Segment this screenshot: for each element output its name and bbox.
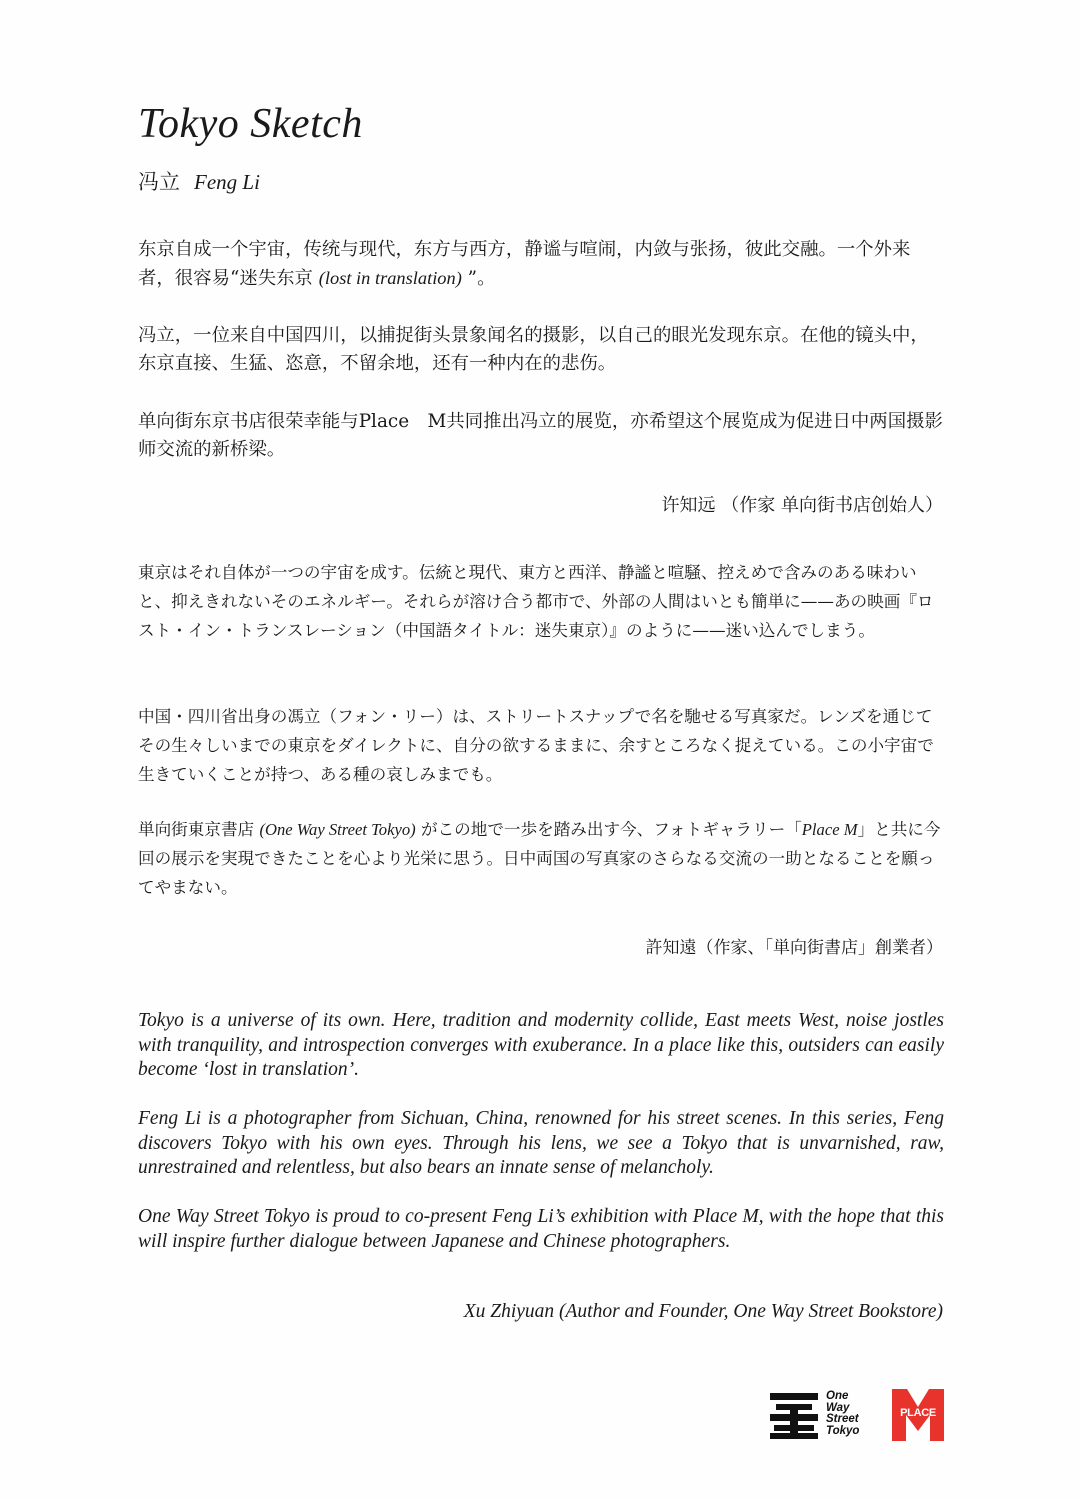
ja-p3-text-3: 」と共に今回の展示を実現できたことを心より光栄に思う。日中両国の写真家のさらなる交流の一助となることを願ってやまない。 [138, 820, 941, 897]
ja-signature: 許知遠（作家、「単向街書店」創業者） [645, 938, 943, 958]
ja-p1-text: 東京はそれ自体が一つの宇宙を成す。伝統と現代、東方と西洋、静謐と喧騒、控えめで含みのある味わいと、抑えきれないそのエネルギー。それらが溶け合う都市で、外部の人間はいとも簡単に——あの映画『ロスト・イン・トランスレーション（中国語タイトル：迷失東京）』のように——迷い込んでしまう。 [138, 563, 934, 640]
author-name-zh: 冯立 [138, 170, 180, 194]
author-name-en: Feng Li [194, 170, 260, 194]
en-p2-text: Feng Li is a photographer from Sichuan, China, renowned for his street scenes. In this series, Feng discovers Tokyo with his own eyes. Through his lens, we see a Tokyo that is unvarnished, raw, unrestrained and relentless, but also bears an innate sense of melancholy. [138, 1108, 944, 1178]
one-way-street-wordmark [826, 1391, 859, 1437]
zh-p3-text: 单向街东京书店很荣幸能与Place M共同推出冯立的展览，亦希望这个展览成为促进日中两国摄影师交流的新桥梁。 [138, 411, 943, 460]
place-m-label: PLACE [900, 1407, 936, 1419]
ja-p3-english-2: Place M [801, 820, 858, 839]
zh-p2-text: 冯立，一位来自中国四川，以捕捉街头景象闻名的摄影，以自己的眼光发现东京。在他的镜头中，东京直接、生猛、恣意，不留余地，还有一种内在的悲伤。 [138, 325, 929, 374]
ja-paragraph-2 [138, 702, 944, 789]
ja-paragraph-3 [138, 815, 944, 902]
zh-signature: 许知远 （作家 单向街书店创始人） [661, 495, 943, 516]
zh-p1-text: 东京自成一个宇宙，传统与现代，东方与西方，静谧与喧闹，内敛与张扬，彼此交融。一个外来者，很容易“迷失东京 [138, 239, 911, 289]
en-signature: Xu Zhiyuan (Author and Founder, One Way Street Bookstore) [463, 1301, 943, 1322]
sponsor-logos [770, 1385, 945, 1445]
en-p3-text: One Way Street Tokyo is proud to co-present Feng Li’s exhibition with Place M, with the hope that this will inspire further dialogue between Japanese and Chinese photographers. [138, 1206, 944, 1252]
ows-word-1: One [826, 1390, 849, 1402]
ows-word-2: Way [826, 1401, 850, 1414]
ja-paragraph-1 [138, 558, 944, 645]
zh-p1-tail: ”。 [461, 268, 496, 289]
en-paragraph-3 [138, 1205, 944, 1254]
ows-word-4: Tokyo [826, 1424, 860, 1437]
ja-p3-text-2: がこの地で一歩を踏み出す今、フォトギャラリー「 [415, 820, 802, 839]
page-title: Tokyo Sketch [138, 101, 363, 147]
author-line [138, 166, 260, 196]
zh-paragraph-1 [138, 236, 944, 293]
ja-p3-text: 単向街東京書店 [138, 820, 260, 839]
zh-paragraph-3 [138, 408, 944, 464]
ja-p2-text: 中国・四川省出身の馮立（フォン・リー）は、ストリートスナップで名を馳せる写真家だ。レンズを通じてその生々しいまでの東京をダイレクトに、自分の欲するままに、余すところなく捉えている。この小宇宙で生きていくことが持つ、ある種の哀しみまでも。 [138, 707, 934, 784]
ja-p3-english: (One Way Street Tokyo) [259, 820, 416, 839]
en-p1-text: Tokyo is a universe of its own. Here, tradition and modernity collide, East meets West, noise jostles with tranquility, and introspection converges with exuberance. In a place like this, outsiders can easily become ‘lost in translation’. [138, 1010, 944, 1080]
en-paragraph-2 [138, 1107, 944, 1181]
zh-paragraph-2 [138, 322, 944, 378]
en-paragraph-1 [138, 1009, 944, 1083]
one-way-street-logo-icon [770, 1391, 818, 1439]
zh-p1-english: (lost in translation) [318, 268, 462, 288]
ows-word-3: Street [826, 1413, 859, 1425]
